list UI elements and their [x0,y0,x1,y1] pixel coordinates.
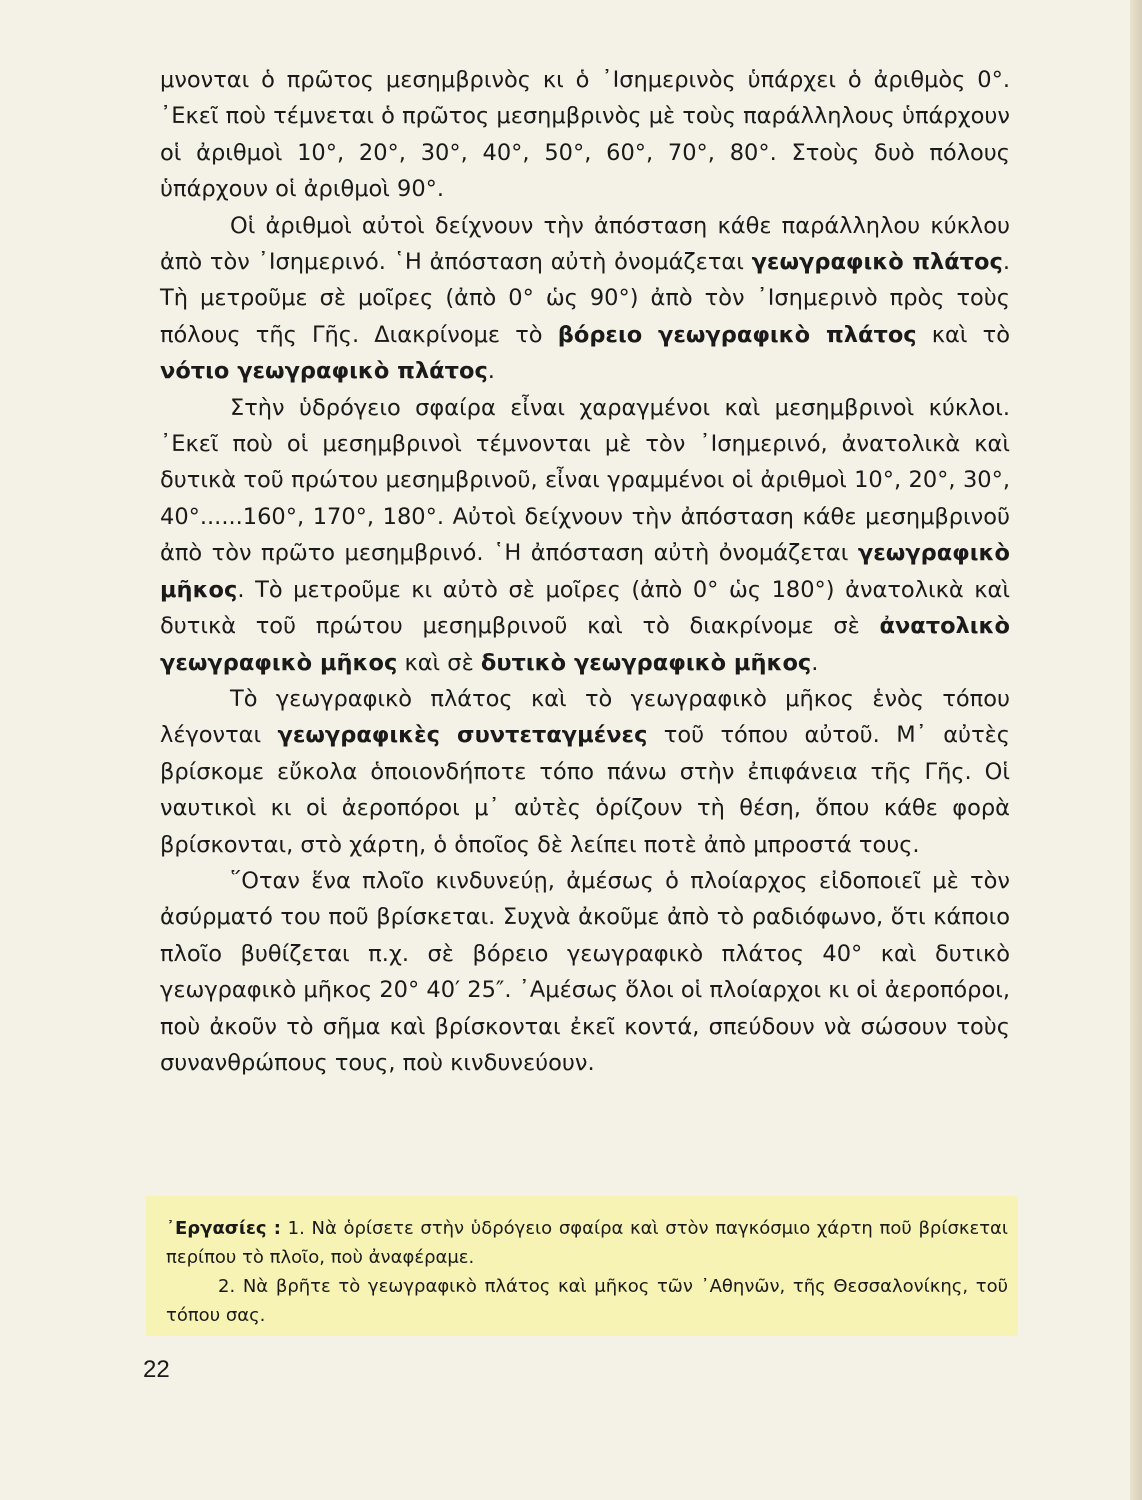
text-run: καὶ σὲ [397,649,481,676]
bold-term: ἀνατολικὸ γεωγραφικὸ μῆκος [160,613,1010,676]
task-item-1-text: 1. Νὰ ὁρίσετε στὴν ὑδρόγειο σφαίρα καὶ στὸν παγκόσμιο χάρτη ποῦ βρίσκεται περίπου τὸ πλοῖο, ποὺ ἀναφέραμε. [166,1218,1008,1268]
task-item-1 [166,1214,1008,1272]
bold-term: δυτικὸ γεωγραφικὸ μῆκος [480,649,812,676]
page-number: 22 [143,1356,170,1383]
text-run: ῞Οταν ἕνα πλοῖο κινδυνεύῃ, ἀμέσως ὁ πλοίαρχος εἰδοποιεῖ μὲ τὸν ἀσύρματό του ποῦ βρίσκεται. Συχνὰ ἀκοῦμε ἀπὸ τὸ ραδιόφωνο, ὅτι κάποιο πλοῖο βυθίζεται π.χ. σὲ βόρειο γεωγραφικὸ πλάτος 40° καὶ δυτικὸ γεωγραφικὸ μῆκος 20° 40′ 25″. ᾽Αμέσως ὅλοι οἱ πλοίαρχοι κι οἱ ἀεροπόροι, ποὺ ἀκοῦν τὸ σῆμα καὶ βρίσκονται ἐκεῖ κοντά, σπεύδουν νὰ σώσουν τοὺς συνανθρώπους τους, ποὺ κινδυνεύουν. [160,867,1010,1076]
text-run: . Τὸ μετροῦμε κι αὐτὸ σὲ μοῖρες (ἀπὸ 0° ὡς 180°) ἀνατολικὰ καὶ δυτικὰ τοῦ πρώτου μεσημβρινοῦ καὶ τὸ διακρίνομε σὲ [160,576,1010,640]
text-run: Τὸ γεωγραφικὸ πλάτος καὶ τὸ γεωγραφικὸ μῆκος ἑνὸς τόπου λέγονται [160,685,1010,749]
text-run: μνονται ὁ πρῶτος μεσημβρινὸς κι ὁ ᾽Ισημερινὸς ὑπάρχει ὁ ἀριθμὸς 0°. ᾽Εκεῖ ποὺ τέμνεται ὁ πρῶτος μεσημβρινὸς μὲ τοὺς παράλληλους ὑπάρχουν οἱ ἀριθμοὶ 10°, 20°, 30°, 40°, 50°, 60°, 70°, 80°. Στοὺς δυὸ πόλους ὑπάρχουν οἱ ἀριθμοὶ 90°. [160,67,1010,203]
main-text [160,62,1010,1081]
tasks-label: ᾽Εργασίες : [166,1218,281,1239]
bold-term: γεωγραφικὸ πλάτος [751,249,1003,276]
task-item-2: 2. Νὰ βρῆτε τὸ γεωγραφικὸ πλάτος καὶ μῆκος τῶν ᾽Αθηνῶν, τῆς Θεσσαλονίκης, τοῦ τόπου σας. [166,1276,1008,1326]
text-run: Οἱ ἀριθμοὶ αὐτοὶ δείχνουν τὴν ἀπόσταση κάθε παράλληλου κύκλου ἀπὸ τὸν ᾽Ισημερινό. ῾Η ἀπόσταση αὐτὴ ὀνομάζεται [160,212,1010,276]
paragraph-2 [160,208,1010,390]
tasks-text [166,1214,1008,1330]
bold-term: βόρειο γεωγραφικὸ πλάτος [557,321,917,348]
text-run: τοῦ τόπου αὐτοῦ. Μ᾽ αὐτὲς βρίσκομε εὔκολα ὁποιονδήποτε τόπο πάνω στὴν ἐπιφάνεια τῆς Γῆς. Οἱ ναυτικοὶ κι οἱ ἀεροπόροι μ᾽ αὐτὲς ὁρίζουν τὴ θέση, ὅπου κάθε φορὰ βρίσκονται, στὸ χάρτη, ὁ ὁποῖος δὲ λείπει ποτὲ ἀπὸ μπροστά τους. [160,722,1010,858]
text-run: Στὴν ὑδρόγειο σφαίρα εἶναι χαραγμένοι καὶ μεσημβρινοὶ κύκλοι. ᾽Εκεῖ ποὺ οἱ μεσημβρινοὶ τέμνονται μὲ τὸν ᾽Ισημερινό, ἀνατολικὰ καὶ δυτικὰ τοῦ πρώτου μεσημβρινοῦ, εἶναι γραμμένοι οἱ ἀριθμοὶ 10°, 20°, 30°, 40°......160°, 170°, 180°. Αὐτοὶ δείχνουν τὴν ἀπόσταση κάθε μεσημβρινοῦ ἀπὸ τὸν πρῶτο μεσημβρινό. ῾Η ἀπόσταση αὐτὴ ὀνομάζεται [160,394,1010,567]
bold-term: γεωγραφικὲς συντεταγμένες [277,722,648,749]
text-run: καὶ τὸ [916,321,1010,348]
text-run: . Τὴ μετροῦμε σὲ μοῖρες (ἀπὸ 0° ὡς 90°) ἀπὸ τὸν ᾽Ισημερινὸ πρὸς τοὺς πόλους τῆς Γῆς. Διακρίνομε τὸ [160,249,1010,348]
paragraph-5 [160,863,1010,1081]
paragraph-1 [160,62,1010,208]
page-edge [1130,0,1142,1500]
bold-term: νότιο γεωγραφικὸ πλάτος [160,358,488,385]
bold-term: γεωγραφικὸ μῆκος [160,540,1010,603]
text-run: . [811,649,819,676]
paragraph-4 [160,681,1010,863]
paragraph-3 [160,390,1010,681]
text-run: . [487,358,495,385]
